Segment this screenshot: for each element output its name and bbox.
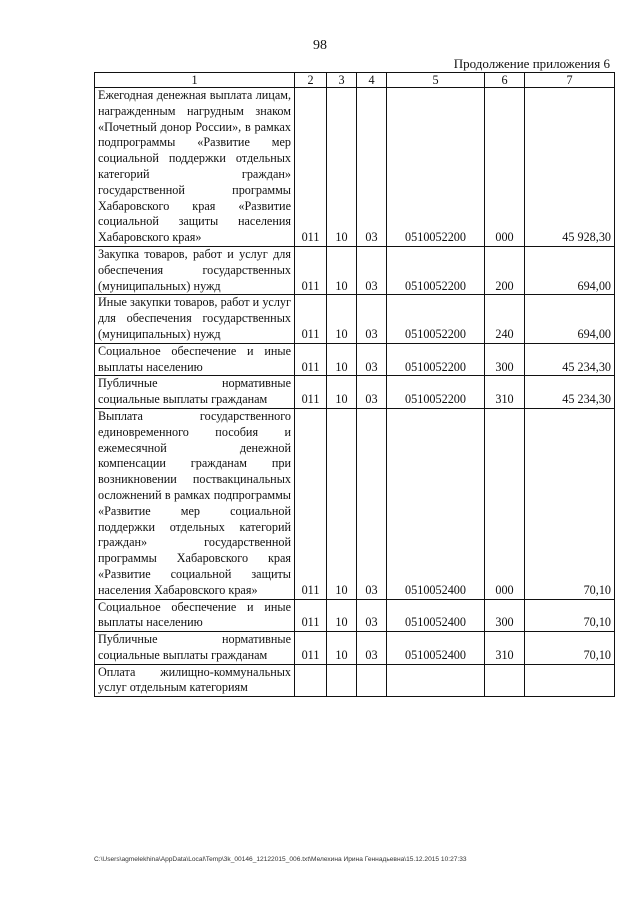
continuation-label: Продолжение приложения 6: [453, 56, 610, 71]
page-number: 98: [313, 38, 327, 53]
amount: 694,00: [525, 246, 615, 294]
table-row: [95, 599, 615, 632]
amount: [525, 664, 615, 697]
target-article-code: 0510052200: [387, 246, 485, 294]
column-header: 5: [387, 73, 485, 88]
ministry-code: 011: [295, 295, 327, 343]
expense-type-code: 310: [485, 632, 525, 665]
row-name: Публичные нормативные социальные выплаты гражданам: [95, 376, 295, 409]
expense-type-code: 310: [485, 376, 525, 409]
ministry-code: 011: [295, 376, 327, 409]
column-header: 2: [295, 73, 327, 88]
subsection-code: 03: [357, 88, 387, 247]
table-header-row: [95, 73, 615, 88]
target-article-code: [387, 664, 485, 697]
row-name: Иные закупки товаров, работ и услуг для обеспечения государственных (муниципальных) нужд: [95, 295, 295, 343]
amount: 45 928,30: [525, 88, 615, 247]
ministry-code: 011: [295, 246, 327, 294]
target-article-code: 0510052400: [387, 408, 485, 599]
target-article-code: 0510052400: [387, 599, 485, 632]
expense-type-code: 300: [485, 599, 525, 632]
amount: 45 234,30: [525, 376, 615, 409]
row-name: Оплата жилищно-коммунальных услуг отдельным категориям: [95, 664, 295, 697]
expense-type-code: 300: [485, 343, 525, 376]
table-row: [95, 343, 615, 376]
section-code: 10: [327, 408, 357, 599]
row-name: Социальное обеспечение и иные выплаты населению: [95, 599, 295, 632]
amount: 45 234,30: [525, 343, 615, 376]
section-code: 10: [327, 376, 357, 409]
expense-type-code: 200: [485, 246, 525, 294]
ministry-code: 011: [295, 599, 327, 632]
ministry-code: 011: [295, 408, 327, 599]
target-article-code: 0510052200: [387, 295, 485, 343]
ministry-code: 011: [295, 343, 327, 376]
expense-type-code: 000: [485, 88, 525, 247]
section-code: 10: [327, 295, 357, 343]
subsection-code: 03: [357, 343, 387, 376]
ministry-code: 011: [295, 632, 327, 665]
amount: 70,10: [525, 408, 615, 599]
column-header: 7: [525, 73, 615, 88]
expense-type-code: 240: [485, 295, 525, 343]
table-row: [95, 295, 615, 343]
table-row: [95, 632, 615, 665]
subsection-code: [357, 664, 387, 697]
table-row: [95, 408, 615, 599]
row-name: Социальное обеспечение и иные выплаты населению: [95, 343, 295, 376]
section-code: 10: [327, 599, 357, 632]
table-row: [95, 664, 615, 697]
column-header: 4: [357, 73, 387, 88]
target-article-code: 0510052400: [387, 632, 485, 665]
section-code: [327, 664, 357, 697]
subsection-code: 03: [357, 632, 387, 665]
file-path-footer: C:\Users\agmelekhina\AppData\Local\Temp\3k_00146_12122015_006.txt\Мелехина Ирина Геннадьевна\15.12.2015 10:27:33: [94, 856, 467, 863]
subsection-code: 03: [357, 408, 387, 599]
subsection-code: 03: [357, 599, 387, 632]
amount: 70,10: [525, 599, 615, 632]
column-header: 6: [485, 73, 525, 88]
expense-type-code: 000: [485, 408, 525, 599]
column-header: 3: [327, 73, 357, 88]
column-header: 1: [95, 73, 295, 88]
budget-table: [94, 72, 615, 697]
row-name: Ежегодная денежная выплата лицам, награжденным нагрудным знаком «Почетный донор России», в рамках подпрограммы «Развитие мер социальной поддержки отдельных категорий граждан» государственной программы Хабаровского края «Развитие социальной защиты населения Хабаровского края»: [95, 88, 295, 247]
row-name: Выплата государственного единовременного пособия и ежемесячной денежной компенсации гражданам при возникновении поствакцинальных осложнений в рамках подпрограммы «Развитие мер социальной поддержки отдельных категорий граждан» государственной программы Хабаровского края «Развитие социальной защиты населения Хабаровского края»: [95, 408, 295, 599]
ministry-code: [295, 664, 327, 697]
subsection-code: 03: [357, 246, 387, 294]
amount: 694,00: [525, 295, 615, 343]
section-code: 10: [327, 88, 357, 247]
ministry-code: 011: [295, 88, 327, 247]
table-row: [95, 246, 615, 294]
target-article-code: 0510052200: [387, 343, 485, 376]
table-row: [95, 376, 615, 409]
subsection-code: 03: [357, 376, 387, 409]
subsection-code: 03: [357, 295, 387, 343]
row-name: Закупка товаров, работ и услуг для обеспечения государственных (муниципальных) нужд: [95, 246, 295, 294]
expense-type-code: [485, 664, 525, 697]
table-row: [95, 88, 615, 247]
section-code: 10: [327, 246, 357, 294]
target-article-code: 0510052200: [387, 88, 485, 247]
amount: 70,10: [525, 632, 615, 665]
section-code: 10: [327, 632, 357, 665]
section-code: 10: [327, 343, 357, 376]
target-article-code: 0510052200: [387, 376, 485, 409]
row-name: Публичные нормативные социальные выплаты гражданам: [95, 632, 295, 665]
